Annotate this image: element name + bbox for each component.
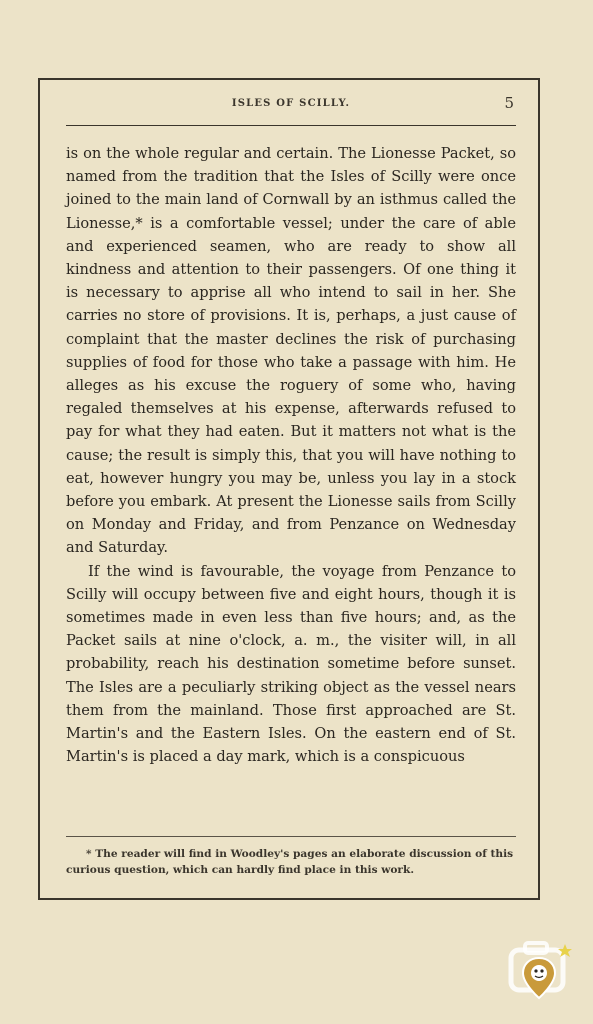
page-header — [66, 94, 516, 116]
paragraph-1: is on the whole regular and certain. The Lionesse Packet, so named from the tradition that the Isles of Scilly were once joined to the main land of Cornwall by an isthmus called the Lionesse,* is a comfortable vessel; under the care of able and experienced seamen, who are ready to show all kindness and attention to their passengers. Of one thing it is necessary to apprise all who intend to sail in her. She carries no store of provisions. It is, perhaps, a just cause of complaint that the master declines the risk of purchasing supplies of food for those who take a passage with him. He alleges as his excuse the roguery of some who, having regaled themselves at his expense, afterwards refused to pay for what they had eaten. But it matters not what is the cause; the result is simply this, that you will have nothing to eat, however hungry you may be, unless you lay in a stock before you embark. At present the Lionesse sails from Scilly on Monday and Friday, and from Penzance on Wednesday and Saturday. — [66, 145, 516, 557]
header-rule — [66, 125, 516, 126]
footnote-rule — [66, 836, 516, 837]
camera-pin-icon — [501, 932, 579, 1010]
running-head: ISLES OF SCILLY. — [231, 98, 351, 109]
footnote: * The reader will find in Woodley's pages an elaborate discussion of this curious question, which can hardly find place in this work. — [66, 848, 514, 876]
body-text — [66, 142, 516, 768]
paragraph-2: If the wind is favourable, the voyage from Penzance to Scilly will occupy between five and eight hours, though it is sometimes made in even less than five hours; and, as the Packet sails at nine o'clock, a. m., the visiter will, in all probability, reach his destination sometime before sunset. The Isles are a peculiarly striking object as the vessel nears them from the mainland. Those first approached are St. Martin's and the Eastern Isles. On the eastern end of St. Martin's is placed a day mark, which is a conspicuous — [66, 562, 516, 766]
page-number: 5 — [504, 94, 514, 112]
